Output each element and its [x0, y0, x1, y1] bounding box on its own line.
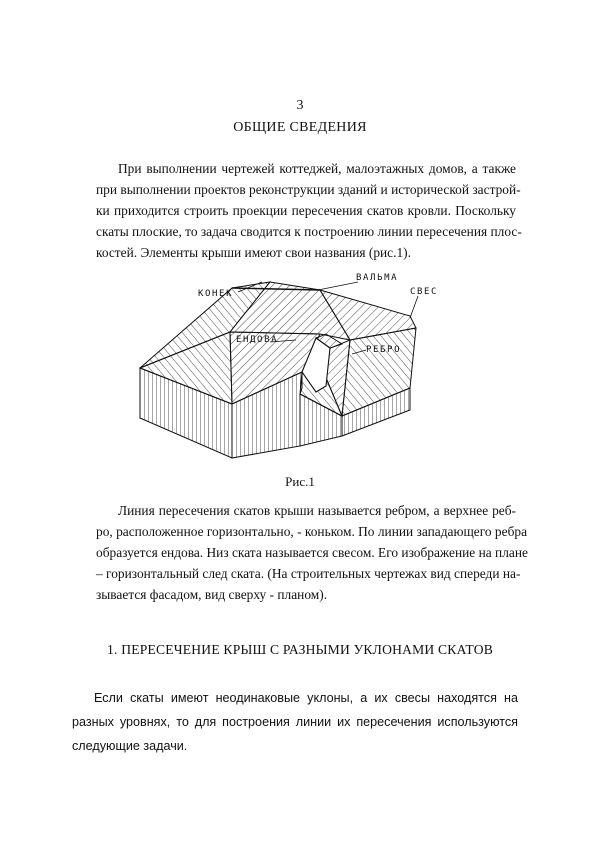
text-line: костей. Элементы крыши имеют свои названия (рис.1). [96, 245, 411, 260]
text-line: при выполнении проектов реконструкции зданий и исторической застрой- [96, 182, 521, 197]
label-endova: ЕНДОВА [236, 335, 279, 345]
text-line: Если скаты имеют неодинаковые уклоны, а их свесы находятся на [94, 691, 518, 705]
text-line: разных уровнях, то для построения линии их пересечения используются [72, 715, 518, 729]
figure-caption: Рис.1 [285, 474, 315, 489]
roof-diagram [120, 268, 450, 468]
definitions-paragraph [96, 500, 528, 605]
label-sves: СВЕС [410, 287, 439, 297]
text-line: ки приходится строить проекции пересечения скатов кровли. Поскольку [96, 203, 516, 218]
text-line: ро, расположенное горизонтально, - коньком. По линии западающего ребра [96, 524, 528, 539]
section-heading-general: ОБЩИЕ СВЕДЕНИЯ [233, 120, 367, 135]
section-paragraph [72, 686, 518, 758]
text-line: – горизонтальный след ската. (На строительных чертежах вид спереди на- [96, 566, 521, 581]
text-line: образуется ендова. Низ ската называется свесом. Его изображение на плане [96, 545, 528, 560]
intro-paragraph [96, 158, 522, 263]
text-line: зывается фасадом, вид сверху - планом). [96, 587, 328, 602]
text-line: следующие задачи. [72, 739, 188, 753]
section-heading-roof-intersection: 1. ПЕРЕСЕЧЕНИЕ КРЫШ С РАЗНЫМИ УКЛОНАМИ СКАТОВ [107, 642, 493, 657]
label-konek: КОНЕК [198, 289, 234, 299]
text-line: скаты плоские, то задача сводится к построению линии пересечения плос- [96, 224, 522, 239]
text-line: Линия пересечения скатов крыши называется ребром, а верхнее реб- [118, 503, 516, 518]
page-number: 3 [296, 98, 304, 113]
label-valma: ВАЛЬМА [356, 273, 399, 283]
label-rebro: РЕБРО [366, 345, 402, 355]
text-line: При выполнении чертежей коттеджей, малоэтажных домов, а также [118, 161, 516, 176]
